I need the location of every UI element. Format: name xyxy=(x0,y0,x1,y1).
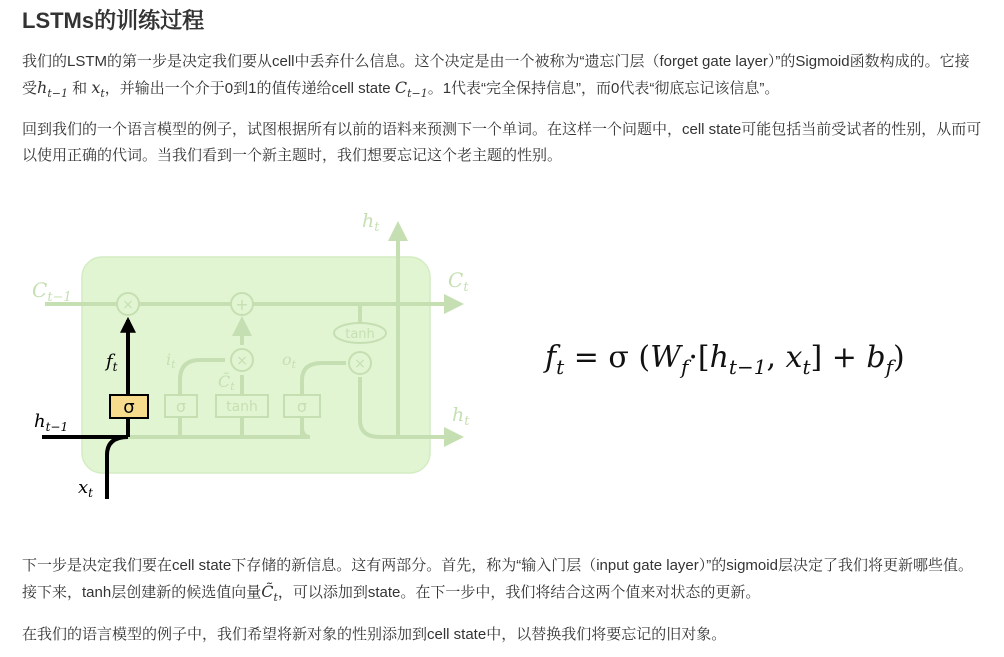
forget-multiply-symbol: × xyxy=(122,297,134,313)
text-segment: 和 xyxy=(67,80,92,97)
label-o-t: ot xyxy=(282,350,297,371)
label-h-right: $h_t$ xyxy=(452,404,470,429)
add-symbol: + xyxy=(235,295,249,314)
label-c-tilde: C̃t xyxy=(218,372,235,393)
text-segment: 我们的LSTM的第一步是决定我们要从cell中丢弃什么信息。这个决定是由一个被称为“遗忘门层（forget gate layer）”的Sigmoid函数构成的。它接受 xyxy=(22,53,970,97)
tanh-layer-label: tanh xyxy=(226,399,258,415)
input-multiply-symbol: × xyxy=(236,353,248,369)
label-c-next: $C_t$ xyxy=(448,268,469,295)
input-gate-sigma: σ xyxy=(175,397,187,416)
lstm-forget-gate-diagram xyxy=(20,205,490,505)
output-multiply-symbol: × xyxy=(354,356,366,372)
paragraph-forget-gate xyxy=(22,49,984,107)
forget-gate-formula: $f_t = \sigma$ ($W_f\cdot[h_{t-1}$, $x_t] + b_f$) xyxy=(545,340,905,379)
text-segment: ，可以添加到state。在下一步中，我们将结合这两个值来对状态的更新。 xyxy=(277,584,761,601)
label-h-prev: $h_{t-1}$ xyxy=(34,411,69,434)
label-x-t: $x_t$ xyxy=(78,477,93,500)
math-h-prev: $h_{t-1}$ xyxy=(37,78,68,101)
text-segment: 下一步是决定我们要在cell state下存储的新信息。这有两部分。首先，称为“输入门层（input gate layer）”的sigmoid层决定了我们将更新哪些值。接下来，tanh层创建新的候选值向量 xyxy=(22,557,973,601)
forget-gate-sigma: σ xyxy=(123,397,135,418)
output-gate-sigma: σ xyxy=(296,397,308,416)
text-segment: ，并输出一个介于0到1的值传递给cell state xyxy=(104,80,395,97)
math-c-tilde: $C̃_t$ xyxy=(261,582,278,605)
cell-body xyxy=(82,257,430,473)
faded-layers xyxy=(165,395,320,417)
label-c-prev: $C_{t-1}$ xyxy=(32,278,72,305)
section-title: LSTMs的训练过程 xyxy=(22,8,205,33)
math-x-t: $x_t$ xyxy=(91,78,105,101)
label-f-t: $f_t$ xyxy=(106,351,118,374)
paragraph-language-model-example: 在我们的语言模型的例子中，我们希望将新对象的性别添加到cell state中，以替换我们将要忘记的旧对象。 xyxy=(22,626,727,643)
paragraph-input-gate xyxy=(22,553,984,611)
tanh-op-label: tanh xyxy=(345,327,375,342)
label-h-top: $h_t$ xyxy=(362,210,380,235)
label-i-t: it xyxy=(166,350,176,371)
paragraph-language-model: 回到我们的一个语言模型的例子，试图根据所有以前的语料来预测下一个单词。在这样一个问题中，cell state可能包括当前受试者的性别，从而可以使用正确的代词。当我们看到一个新主题时，我们想要忘记这个老主题的性别。 xyxy=(22,121,982,164)
math-c-prev: $C_{t-1}$ xyxy=(394,78,428,101)
text-segment: 。1代表“完全保持信息”，而0代表“彻底忘记该信息”。 xyxy=(427,80,780,97)
